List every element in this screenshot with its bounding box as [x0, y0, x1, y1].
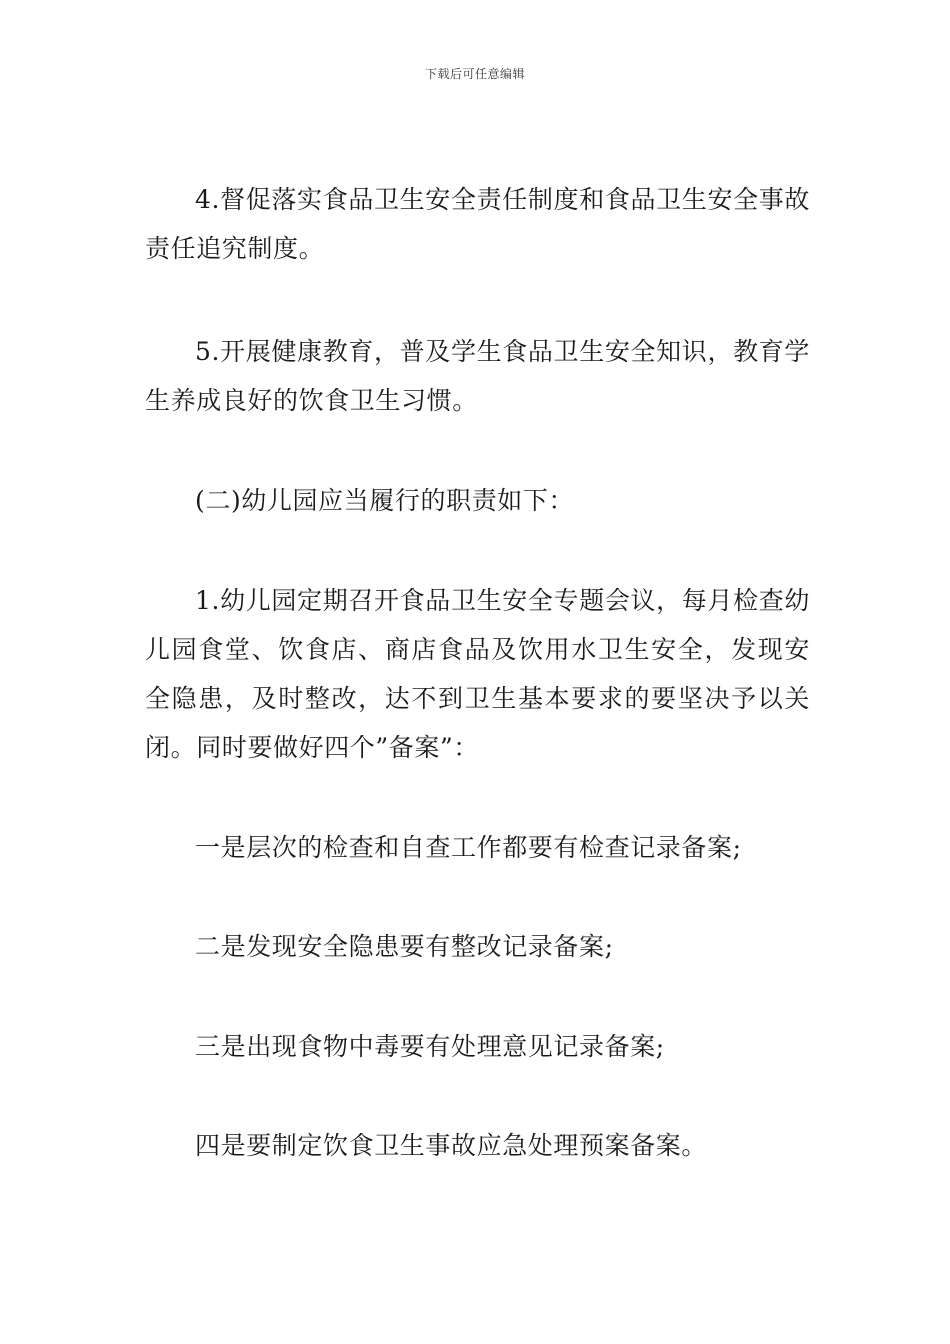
paragraph-record-4: 四是要制定饮食卫生事故应急处理预案备案。 [195, 1131, 708, 1160]
paragraph-record-1: 一是层次的检查和自查工作都要有检查记录备案; [195, 833, 742, 862]
paragraph-item-5: 5.开展健康教育，普及学生食品卫生安全知识，教育学生养成良好的饮食卫生习惯。 [145, 337, 810, 415]
paragraph-item-4: 4.督促落实食品卫生安全责任制度和食品卫生安全事故责任追究制度。 [145, 185, 810, 263]
paragraph-duty-1: 1.幼儿园定期召开食品卫生安全专题会议，每月检查幼儿园食堂、饮食店、商店食品及饮用水卫生安全，发现安全隐患，及时整改，达不到卫生基本要求的要坚决予以关闭。同时要做好四个”备案”： [145, 586, 810, 762]
section-heading-kindergarten-duties: (二)幼儿园应当履行的职责如下： [195, 486, 575, 515]
page-header: 下载后可任意编辑 [424, 67, 525, 81]
paragraph-record-2: 二是发现安全隐患要有整改记录备案; [195, 932, 614, 961]
paragraph-record-3: 三是出现食物中毒要有处理意见记录备案; [195, 1032, 665, 1061]
